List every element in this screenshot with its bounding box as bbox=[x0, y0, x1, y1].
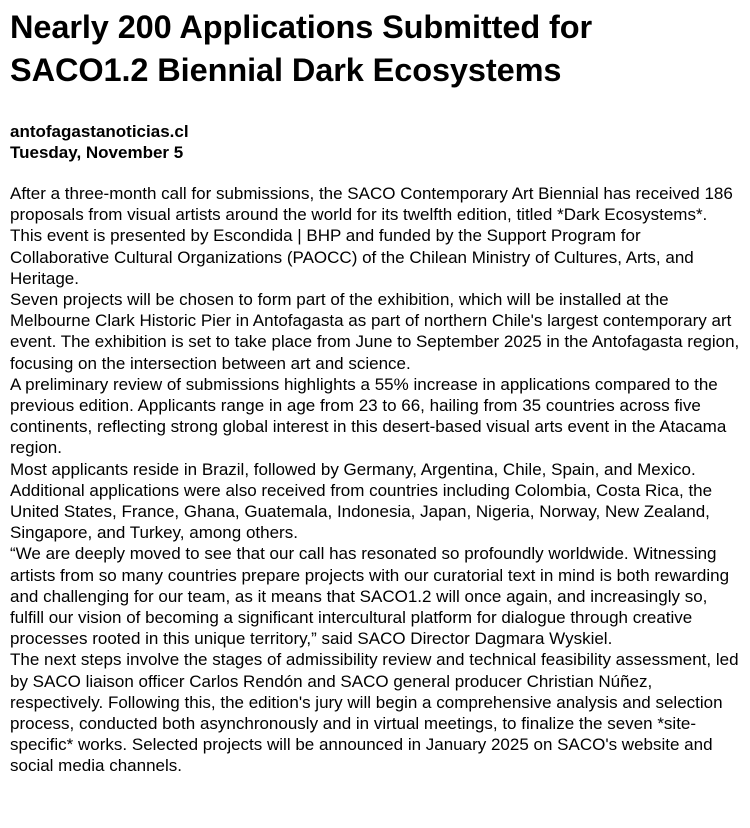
article-paragraph: Most applicants reside in Brazil, followed by Germany, Argentina, Chile, Spain, and Mexico. Additional applications were also received from countries including Colombia, Costa Rica, the United States, France, Ghana, Guatemala, Indonesia, Japan, Nigeria, Norway, New Zealand, Singapore, and Turkey, among others. bbox=[10, 459, 713, 543]
headline-line-2: SACO1.2 Biennial Dark Ecosystems bbox=[10, 52, 562, 88]
article-paragraph: “We are deeply moved to see that our call has resonated so profoundly worldwide. Witnessing artists from so many countries prepare projects with our curatorial text in mind is both rewarding and challenging for our team, as it means that SACO1.2 will once again, and increasingly so, fulfill our vision of becoming a significant intercultural platform for dialogue through creative processes rooted in this unique territory,” said SACO Director Dagmara Wyskiel. bbox=[10, 544, 730, 649]
article-paragraph: After a three-month call for submissions, the SACO Contemporary Art Biennial has received 186 proposals from visual artists around the world for its twelfth edition, titled *Dark Ecosystems*. This event is presented by Escondida | BHP and funded by the Support Program for Collaborative Cultural Organizations (PAOCC) of the Chilean Ministry of Cultures, Arts, and Heritage. bbox=[10, 184, 733, 288]
article-body bbox=[10, 183, 740, 777]
article-meta bbox=[10, 121, 740, 163]
article-source: antofagastanoticias.cl bbox=[10, 122, 189, 141]
headline-line-1: Nearly 200 Applications Submitted for bbox=[10, 9, 593, 45]
article-paragraph: The next steps involve the stages of admissibility review and technical feasibility assessment, led by SACO liaison officer Carlos Rendón and SACO general producer Christian Núñez, respectively. Following this, the edition's jury will begin a comprehensive analysis and selection process, conducted both asynchronously and in virtual meetings, to finalize the seven *site-specific* works. Selected projects will be announced in January 2025 on SACO's website and social media channels. bbox=[10, 650, 739, 776]
article-date: Tuesday, November 5 bbox=[10, 143, 184, 162]
article-headline bbox=[10, 6, 740, 92]
article-paragraph: A preliminary review of submissions highlights a 55% increase in applications compared to the previous edition. Applicants range in age from 23 to 66, hailing from 35 countries across five continents, reflecting strong global interest in this desert-based visual arts event in the Atacama region. bbox=[10, 374, 727, 458]
article-paragraph: Seven projects will be chosen to form part of the exhibition, which will be installed at the Melbourne Clark Historic Pier in Antofagasta as part of northern Chile's largest contemporary art event. The exhibition is set to take place from June to September 2025 in the Antofagasta region, focusing on the intersection between art and science. bbox=[10, 290, 740, 373]
